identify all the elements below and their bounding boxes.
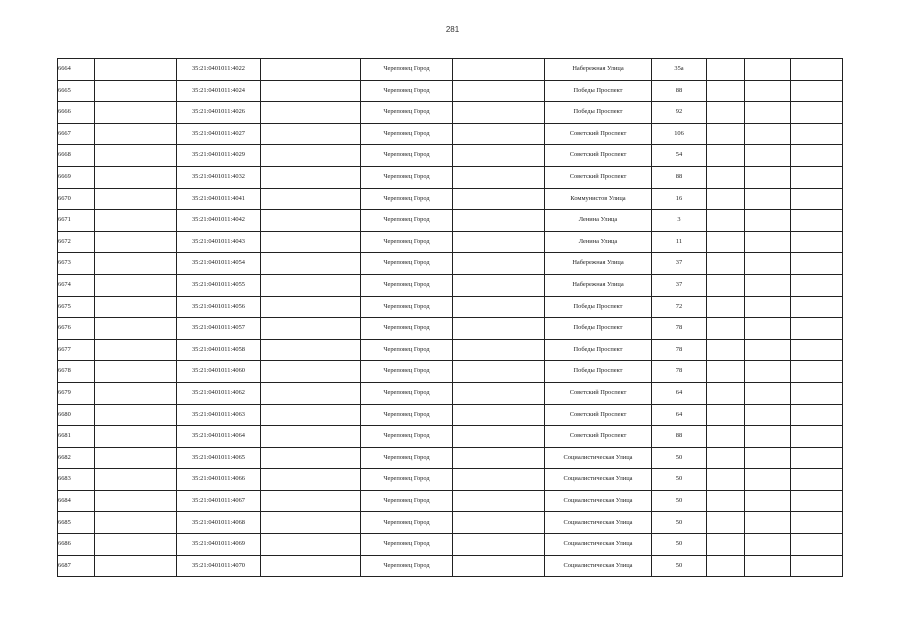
cadastral-number-cell: 35:21:0401011:4066 xyxy=(177,469,261,491)
row-number-cell: 6679 xyxy=(58,382,95,404)
empty-cell xyxy=(791,188,843,210)
empty-cell xyxy=(791,318,843,340)
cadastral-number-cell: 35:21:0401011:4042 xyxy=(177,210,261,232)
empty-cell xyxy=(261,447,361,469)
row-number-cell: 6678 xyxy=(58,361,95,383)
house-number-cell: 92 xyxy=(652,102,707,124)
empty-cell xyxy=(707,274,745,296)
row-number-cell: 6671 xyxy=(58,210,95,232)
table-row xyxy=(58,231,843,253)
empty-cell xyxy=(707,361,745,383)
empty-cell xyxy=(453,469,545,491)
city-cell: Череповец Город xyxy=(361,123,453,145)
row-number-cell: 6676 xyxy=(58,318,95,340)
empty-cell xyxy=(95,339,177,361)
city-cell: Череповец Город xyxy=(361,318,453,340)
empty-cell xyxy=(745,296,791,318)
street-cell: Победы Проспект xyxy=(545,80,652,102)
empty-cell xyxy=(453,534,545,556)
empty-cell xyxy=(791,253,843,275)
empty-cell xyxy=(745,253,791,275)
empty-cell xyxy=(707,447,745,469)
house-number-cell: 3 xyxy=(652,210,707,232)
city-cell: Череповец Город xyxy=(361,59,453,81)
empty-cell xyxy=(791,382,843,404)
empty-cell xyxy=(261,318,361,340)
house-number-cell: 50 xyxy=(652,512,707,534)
empty-cell xyxy=(453,361,545,383)
row-number-cell: 6674 xyxy=(58,274,95,296)
empty-cell xyxy=(453,59,545,81)
empty-cell xyxy=(791,339,843,361)
empty-cell xyxy=(261,253,361,275)
house-number-cell: 37 xyxy=(652,253,707,275)
row-number-cell: 6668 xyxy=(58,145,95,167)
empty-cell xyxy=(791,59,843,81)
house-number-cell: 78 xyxy=(652,318,707,340)
street-cell: Победы Проспект xyxy=(545,102,652,124)
empty-cell xyxy=(95,512,177,534)
street-cell: Социалистическая Улица xyxy=(545,469,652,491)
empty-cell xyxy=(453,490,545,512)
cadastral-number-cell: 35:21:0401011:4057 xyxy=(177,318,261,340)
empty-cell xyxy=(95,123,177,145)
city-cell: Череповец Город xyxy=(361,145,453,167)
empty-cell xyxy=(791,361,843,383)
empty-cell xyxy=(453,80,545,102)
empty-cell xyxy=(261,469,361,491)
empty-cell xyxy=(453,512,545,534)
empty-cell xyxy=(745,123,791,145)
city-cell: Череповец Город xyxy=(361,339,453,361)
house-number-cell: 78 xyxy=(652,361,707,383)
table-row xyxy=(58,512,843,534)
empty-cell xyxy=(745,534,791,556)
row-number-cell: 6681 xyxy=(58,426,95,448)
empty-cell xyxy=(745,80,791,102)
table-row xyxy=(58,361,843,383)
empty-cell xyxy=(745,59,791,81)
empty-cell xyxy=(261,426,361,448)
street-cell: Советский Проспект xyxy=(545,145,652,167)
street-cell: Победы Проспект xyxy=(545,296,652,318)
cadastral-number-cell: 35:21:0401011:4054 xyxy=(177,253,261,275)
empty-cell xyxy=(95,253,177,275)
house-number-cell: 50 xyxy=(652,490,707,512)
row-number-cell: 6675 xyxy=(58,296,95,318)
table-row xyxy=(58,274,843,296)
registry-table xyxy=(57,58,843,577)
empty-cell xyxy=(707,555,745,577)
empty-cell xyxy=(95,382,177,404)
cadastral-number-cell: 35:21:0401011:4062 xyxy=(177,382,261,404)
empty-cell xyxy=(745,102,791,124)
street-cell: Советский Проспект xyxy=(545,166,652,188)
empty-cell xyxy=(707,188,745,210)
empty-cell xyxy=(95,274,177,296)
table-row xyxy=(58,447,843,469)
empty-cell xyxy=(453,296,545,318)
empty-cell xyxy=(95,534,177,556)
row-number-cell: 6683 xyxy=(58,469,95,491)
street-cell: Ленина Улица xyxy=(545,210,652,232)
city-cell: Череповец Город xyxy=(361,382,453,404)
registry-body xyxy=(58,59,843,577)
empty-cell xyxy=(95,361,177,383)
street-cell: Советский Проспект xyxy=(545,382,652,404)
empty-cell xyxy=(745,490,791,512)
empty-cell xyxy=(791,512,843,534)
house-number-cell: 88 xyxy=(652,80,707,102)
cadastral-number-cell: 35:21:0401011:4027 xyxy=(177,123,261,145)
empty-cell xyxy=(745,382,791,404)
street-cell: Советский Проспект xyxy=(545,123,652,145)
empty-cell xyxy=(707,426,745,448)
empty-cell xyxy=(707,469,745,491)
city-cell: Череповец Город xyxy=(361,534,453,556)
empty-cell xyxy=(453,145,545,167)
cadastral-number-cell: 35:21:0401011:4068 xyxy=(177,512,261,534)
empty-cell xyxy=(745,166,791,188)
cadastral-number-cell: 35:21:0401011:4029 xyxy=(177,145,261,167)
street-cell: Социалистическая Улица xyxy=(545,534,652,556)
empty-cell xyxy=(707,253,745,275)
row-number-cell: 6687 xyxy=(58,555,95,577)
empty-cell xyxy=(707,296,745,318)
street-cell: Победы Проспект xyxy=(545,361,652,383)
empty-cell xyxy=(261,59,361,81)
empty-cell xyxy=(707,80,745,102)
empty-cell xyxy=(261,166,361,188)
street-cell: Победы Проспект xyxy=(545,339,652,361)
empty-cell xyxy=(261,210,361,232)
empty-cell xyxy=(261,145,361,167)
cadastral-number-cell: 35:21:0401011:4065 xyxy=(177,447,261,469)
house-number-cell: 50 xyxy=(652,469,707,491)
empty-cell xyxy=(261,361,361,383)
city-cell: Череповец Город xyxy=(361,447,453,469)
house-number-cell: 50 xyxy=(652,555,707,577)
empty-cell xyxy=(791,80,843,102)
city-cell: Череповец Город xyxy=(361,253,453,275)
empty-cell xyxy=(453,123,545,145)
cadastral-number-cell: 35:21:0401011:4026 xyxy=(177,102,261,124)
empty-cell xyxy=(453,447,545,469)
cadastral-number-cell: 35:21:0401011:4070 xyxy=(177,555,261,577)
city-cell: Череповец Город xyxy=(361,296,453,318)
empty-cell xyxy=(745,318,791,340)
row-number-cell: 6684 xyxy=(58,490,95,512)
empty-cell xyxy=(707,210,745,232)
empty-cell xyxy=(707,382,745,404)
house-number-cell: 88 xyxy=(652,166,707,188)
city-cell: Череповец Город xyxy=(361,80,453,102)
cadastral-number-cell: 35:21:0401011:4064 xyxy=(177,426,261,448)
empty-cell xyxy=(95,145,177,167)
empty-cell xyxy=(453,231,545,253)
row-number-cell: 6677 xyxy=(58,339,95,361)
cadastral-number-cell: 35:21:0401011:4060 xyxy=(177,361,261,383)
empty-cell xyxy=(95,231,177,253)
empty-cell xyxy=(453,382,545,404)
table-row xyxy=(58,339,843,361)
empty-cell xyxy=(261,80,361,102)
street-cell: Набережная Улица xyxy=(545,253,652,275)
table-row xyxy=(58,102,843,124)
empty-cell xyxy=(261,296,361,318)
house-number-cell: 78 xyxy=(652,339,707,361)
empty-cell xyxy=(707,534,745,556)
empty-cell xyxy=(261,231,361,253)
house-number-cell: 72 xyxy=(652,296,707,318)
empty-cell xyxy=(745,274,791,296)
empty-cell xyxy=(261,102,361,124)
street-cell: Социалистическая Улица xyxy=(545,490,652,512)
empty-cell xyxy=(453,404,545,426)
empty-cell xyxy=(707,166,745,188)
empty-cell xyxy=(95,490,177,512)
empty-cell xyxy=(95,80,177,102)
row-number-cell: 6685 xyxy=(58,512,95,534)
house-number-cell: 54 xyxy=(652,145,707,167)
empty-cell xyxy=(453,274,545,296)
empty-cell xyxy=(95,555,177,577)
empty-cell xyxy=(791,145,843,167)
row-number-cell: 6670 xyxy=(58,188,95,210)
city-cell: Череповец Город xyxy=(361,404,453,426)
empty-cell xyxy=(261,490,361,512)
empty-cell xyxy=(745,361,791,383)
row-number-cell: 6672 xyxy=(58,231,95,253)
street-cell: Социалистическая Улица xyxy=(545,555,652,577)
empty-cell xyxy=(453,253,545,275)
empty-cell xyxy=(261,404,361,426)
street-cell: Ленина Улица xyxy=(545,231,652,253)
house-number-cell: 64 xyxy=(652,382,707,404)
empty-cell xyxy=(95,166,177,188)
empty-cell xyxy=(261,382,361,404)
cadastral-number-cell: 35:21:0401011:4022 xyxy=(177,59,261,81)
table-row xyxy=(58,555,843,577)
street-cell: Социалистическая Улица xyxy=(545,447,652,469)
street-cell: Набережная Улица xyxy=(545,59,652,81)
city-cell: Череповец Город xyxy=(361,274,453,296)
empty-cell xyxy=(453,555,545,577)
empty-cell xyxy=(453,339,545,361)
cadastral-number-cell: 35:21:0401011:4024 xyxy=(177,80,261,102)
empty-cell xyxy=(453,188,545,210)
empty-cell xyxy=(791,274,843,296)
empty-cell xyxy=(745,145,791,167)
empty-cell xyxy=(791,210,843,232)
table-row xyxy=(58,318,843,340)
house-number-cell: 64 xyxy=(652,404,707,426)
table-row xyxy=(58,296,843,318)
house-number-cell: 11 xyxy=(652,231,707,253)
row-number-cell: 6665 xyxy=(58,80,95,102)
empty-cell xyxy=(95,469,177,491)
table-row xyxy=(58,210,843,232)
empty-cell xyxy=(95,59,177,81)
table-row xyxy=(58,123,843,145)
empty-cell xyxy=(95,426,177,448)
row-number-cell: 6667 xyxy=(58,123,95,145)
row-number-cell: 6666 xyxy=(58,102,95,124)
empty-cell xyxy=(791,469,843,491)
city-cell: Череповец Город xyxy=(361,166,453,188)
row-number-cell: 6686 xyxy=(58,534,95,556)
empty-cell xyxy=(745,188,791,210)
empty-cell xyxy=(261,555,361,577)
row-number-cell: 6682 xyxy=(58,447,95,469)
empty-cell xyxy=(745,404,791,426)
cadastral-number-cell: 35:21:0401011:4058 xyxy=(177,339,261,361)
empty-cell xyxy=(453,426,545,448)
empty-cell xyxy=(453,166,545,188)
house-number-cell: 35а xyxy=(652,59,707,81)
cadastral-number-cell: 35:21:0401011:4056 xyxy=(177,296,261,318)
city-cell: Череповец Город xyxy=(361,469,453,491)
empty-cell xyxy=(261,274,361,296)
empty-cell xyxy=(707,404,745,426)
table-row xyxy=(58,490,843,512)
empty-cell xyxy=(791,231,843,253)
row-number-cell: 6673 xyxy=(58,253,95,275)
empty-cell xyxy=(707,102,745,124)
page-number: 281 xyxy=(445,25,460,34)
empty-cell xyxy=(95,447,177,469)
empty-cell xyxy=(453,318,545,340)
empty-cell xyxy=(261,188,361,210)
empty-cell xyxy=(791,123,843,145)
house-number-cell: 88 xyxy=(652,426,707,448)
street-cell: Победы Проспект xyxy=(545,318,652,340)
empty-cell xyxy=(791,296,843,318)
city-cell: Череповец Город xyxy=(361,210,453,232)
empty-cell xyxy=(745,469,791,491)
empty-cell xyxy=(791,555,843,577)
empty-cell xyxy=(707,59,745,81)
city-cell: Череповец Город xyxy=(361,512,453,534)
empty-cell xyxy=(791,426,843,448)
empty-cell xyxy=(453,210,545,232)
table-row xyxy=(58,469,843,491)
empty-cell xyxy=(791,404,843,426)
empty-cell xyxy=(261,534,361,556)
house-number-cell: 16 xyxy=(652,188,707,210)
empty-cell xyxy=(745,231,791,253)
street-cell: Набережная Улица xyxy=(545,274,652,296)
empty-cell xyxy=(745,339,791,361)
city-cell: Череповец Город xyxy=(361,188,453,210)
cadastral-number-cell: 35:21:0401011:4041 xyxy=(177,188,261,210)
table-row xyxy=(58,426,843,448)
empty-cell xyxy=(707,123,745,145)
empty-cell xyxy=(745,210,791,232)
table-row xyxy=(58,253,843,275)
row-number-cell: 6664 xyxy=(58,59,95,81)
empty-cell xyxy=(707,490,745,512)
table-row xyxy=(58,382,843,404)
row-number-cell: 6669 xyxy=(58,166,95,188)
table-row xyxy=(58,534,843,556)
city-cell: Череповец Город xyxy=(361,490,453,512)
empty-cell xyxy=(745,512,791,534)
city-cell: Череповец Город xyxy=(361,361,453,383)
street-cell: Социалистическая Улица xyxy=(545,512,652,534)
house-number-cell: 106 xyxy=(652,123,707,145)
empty-cell xyxy=(791,534,843,556)
cadastral-number-cell: 35:21:0401011:4055 xyxy=(177,274,261,296)
house-number-cell: 50 xyxy=(652,447,707,469)
empty-cell xyxy=(95,296,177,318)
empty-cell xyxy=(745,447,791,469)
house-number-cell: 50 xyxy=(652,534,707,556)
empty-cell xyxy=(95,210,177,232)
cadastral-number-cell: 35:21:0401011:4069 xyxy=(177,534,261,556)
street-cell: Коммунистов Улица xyxy=(545,188,652,210)
street-cell: Советский Проспект xyxy=(545,426,652,448)
empty-cell xyxy=(791,102,843,124)
city-cell: Череповец Город xyxy=(361,231,453,253)
cadastral-number-cell: 35:21:0401011:4063 xyxy=(177,404,261,426)
empty-cell xyxy=(707,512,745,534)
empty-cell xyxy=(791,447,843,469)
street-cell: Советский Проспект xyxy=(545,404,652,426)
city-cell: Череповец Город xyxy=(361,102,453,124)
table-row xyxy=(58,80,843,102)
empty-cell xyxy=(791,166,843,188)
empty-cell xyxy=(95,188,177,210)
empty-cell xyxy=(261,123,361,145)
empty-cell xyxy=(745,426,791,448)
empty-cell xyxy=(707,318,745,340)
empty-cell xyxy=(261,512,361,534)
house-number-cell: 37 xyxy=(652,274,707,296)
empty-cell xyxy=(745,555,791,577)
city-cell: Череповец Город xyxy=(361,426,453,448)
empty-cell xyxy=(707,339,745,361)
table-row xyxy=(58,188,843,210)
empty-cell xyxy=(95,404,177,426)
table-row xyxy=(58,59,843,81)
table-row xyxy=(58,145,843,167)
cadastral-number-cell: 35:21:0401011:4067 xyxy=(177,490,261,512)
empty-cell xyxy=(707,145,745,167)
empty-cell xyxy=(95,102,177,124)
table-row xyxy=(58,166,843,188)
table-row xyxy=(58,404,843,426)
row-number-cell: 6680 xyxy=(58,404,95,426)
city-cell: Череповец Город xyxy=(361,555,453,577)
empty-cell xyxy=(453,102,545,124)
empty-cell xyxy=(707,231,745,253)
empty-cell xyxy=(95,318,177,340)
empty-cell xyxy=(791,490,843,512)
cadastral-number-cell: 35:21:0401011:4043 xyxy=(177,231,261,253)
cadastral-number-cell: 35:21:0401011:4032 xyxy=(177,166,261,188)
empty-cell xyxy=(261,339,361,361)
